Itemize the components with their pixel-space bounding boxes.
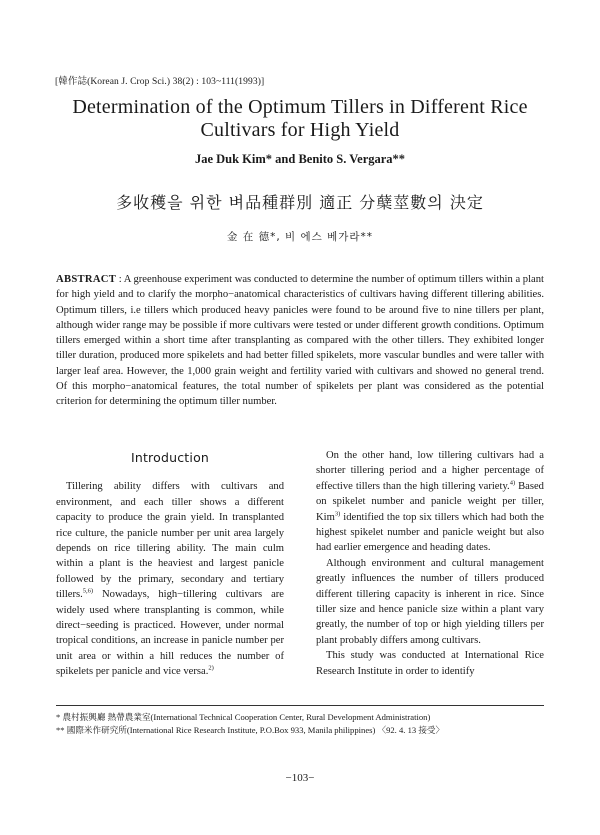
page-number: −103− bbox=[285, 772, 315, 784]
right-paragraph-3: This study was conducted at International Rice Research Institute in order to identify bbox=[316, 650, 544, 677]
footnotes bbox=[56, 711, 556, 737]
journal-reference: [韓作誌(Korean J. Crop Sci.) 38(2) : 103~111(1993)] bbox=[55, 77, 265, 87]
intro-paragraph-1 bbox=[56, 479, 284, 679]
right-paragraph-1 bbox=[316, 448, 544, 556]
citation-ref: 3) bbox=[334, 510, 341, 518]
intro-text-part: Nowadays, high−tillering cultivars are widely used where transplanting is common, while direct−seeding is practiced. However, under normal tropical conditions, an increase in panicle number per unit area or within a hill reduces the number of spikelets per panicle and vice versa. bbox=[56, 589, 284, 678]
body-text-part: On the other hand, low tillering cultivars had a shorter tillering period and a higher percentage of effective tillers than the high tillering variety. bbox=[316, 450, 544, 492]
footnote-2: ** 國際米作研究所(International Rice Research Institute, P.O.Box 933, Manila philippines) 〈92. 4. 13 接受〉 bbox=[56, 725, 445, 735]
abstract-label: ABSTRACT bbox=[56, 274, 117, 285]
right-column bbox=[316, 448, 544, 679]
paper-title bbox=[40, 96, 560, 142]
paper-title-line-1: Determination of the Optimum Tillers in Different Rice bbox=[72, 96, 528, 118]
left-column bbox=[56, 448, 284, 680]
paper-title-line-2: Cultivars for High Yield bbox=[200, 119, 400, 141]
citation-ref: 2) bbox=[208, 664, 214, 672]
footnote-1: * 農村振興廳 熱帶農業室(International Technical Cooperation Center, Rural Development Administration) bbox=[56, 712, 431, 722]
abstract-text: : A greenhouse experiment was conducted to determine the number of optimum tillers within a plant for high yield and to clarify the morpho−anatomical characteristics of cultivars having different tillering abilities. Optimum tillers, i.e tillers which produced heavy panicles were found to be around five to nine tillers per plant, although wider range may be possible if more cultivars were tested or under different growth conditions. Optimum tillers emerged within a short time after transplanting as compared with the other tillers. They exhibited longer tiller duration, produced more spikelets and had better filled spikelets, more vascular bundles and were taller with larger leaf area. However, the 1,000 grain weight and fertility varied with cultivars and showed no general trend. Of this morpho−anatomical features, the total number of spikelets per plant was considered as the potential criterion for determining the optimum tiller number. bbox=[56, 274, 544, 408]
body-text-part: identified the top six tillers which had both the highest spikelet number and panicle weight but also had earlier emergence and heading dates. bbox=[316, 511, 544, 554]
citation-ref: 4) bbox=[509, 479, 516, 487]
korean-title: 多收穫을 위한 벼品種群別 適正 分蘖莖數의 決定 bbox=[116, 193, 484, 212]
introduction-heading: Introduction bbox=[130, 450, 210, 465]
citation-ref: 5,6) bbox=[82, 587, 94, 595]
intro-text-part: Tillering ability differs with cultivars and environment, and each tiller shows a different capacity to produce the grain yield. In transplanted rice culture, the panicle number per unit area largely depends on rice tillering ability. The main culm within a plant is the heaviest and largest panicle followed by the primary, secondary and tertiary tillers. bbox=[56, 481, 284, 601]
abstract bbox=[56, 272, 544, 410]
korean-author-list: 金 在 德*, 비 에스 베가라** bbox=[226, 231, 374, 243]
body-text-part: Based on spikelet number and panicle weight per tiller, Kim bbox=[316, 480, 544, 523]
right-paragraph-2: Although environment and cultural management greatly influences the number of tillers produced different tillering capacity is inherent in rice. Since tiller size and hence panicle size within a plant vary greatly, the number of top or high yielding tillers per plant probably differs among cultivars. bbox=[316, 557, 544, 646]
author-list: Jae Duk Kim* and Benito S. Vergara** bbox=[194, 152, 406, 166]
footnote-divider bbox=[56, 705, 544, 706]
